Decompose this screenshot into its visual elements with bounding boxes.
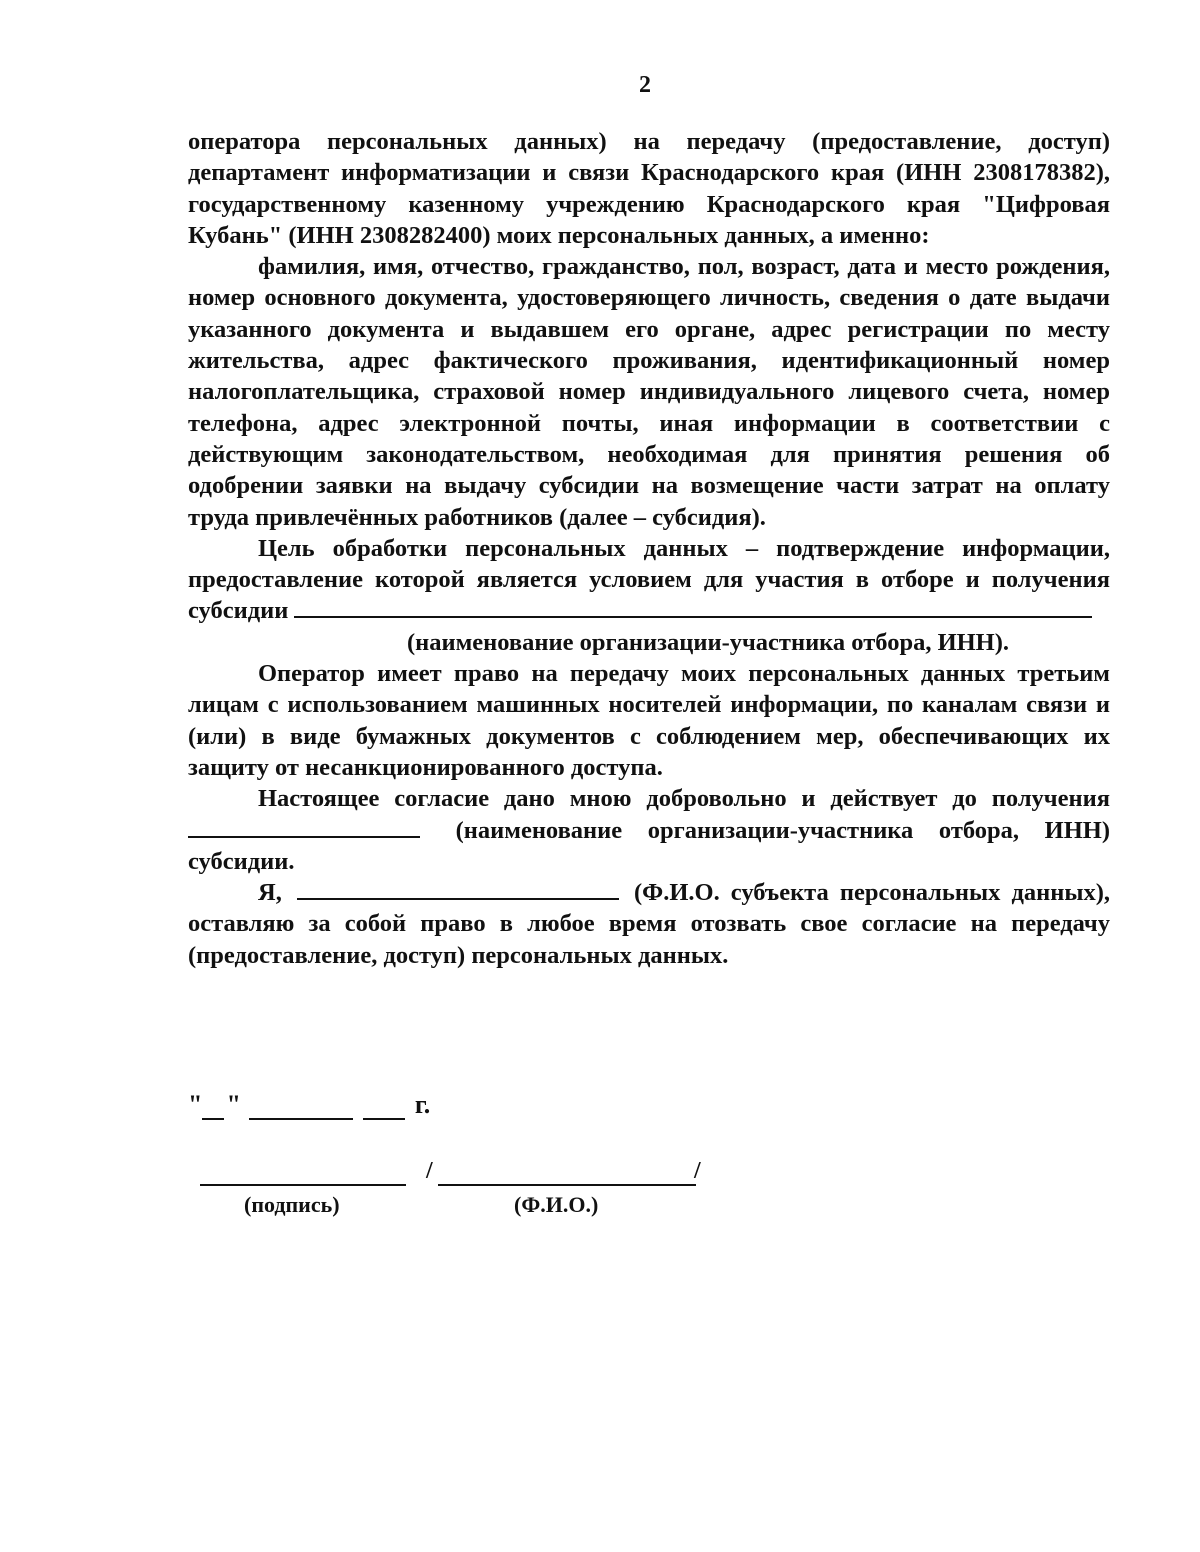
purpose-text: Цель обработки персональных данных – подтверждение информации, предоставление которой является условием для участия в отборе и получения субсидии	[188, 534, 1110, 625]
page-number: 2	[639, 72, 651, 98]
date-row	[188, 1090, 430, 1120]
validity-caption: (наименование организации-участника отбора, ИНН)	[455, 816, 1110, 844]
signature-row	[200, 1158, 720, 1188]
day-blank[interactable]	[202, 1092, 224, 1120]
month-blank[interactable]	[249, 1092, 353, 1120]
consent-body	[188, 126, 1110, 971]
paragraph-operator-transfer: оператора персональных данных) на передачу (предоставление, доступ) департамент информатизации и связи Краснодарского края (ИНН 2308178382), государственному казенному учреждению Краснодарского края "Цифровая Кубань" (ИНН 2308282400) моих персональных данных, а именно:	[188, 128, 1110, 249]
slash-right: /	[694, 1158, 701, 1184]
subject-name-blank[interactable]	[297, 878, 619, 900]
i-prefix: Я,	[258, 879, 282, 907]
signature-caption: (подпись)	[244, 1192, 340, 1217]
organization-name-blank-2[interactable]	[188, 816, 420, 838]
slash-left: /	[426, 1158, 433, 1184]
quote-close: "	[226, 1090, 241, 1119]
year-blank[interactable]	[363, 1092, 405, 1120]
subject-caption: (Ф.И.О. субъекта персональных данных),	[634, 879, 1111, 907]
validity-end: субсидии.	[188, 847, 295, 875]
full-name-caption: (Ф.И.О.)	[514, 1192, 599, 1217]
organization-name-blank[interactable]	[294, 596, 1092, 618]
withdrawal-text: оставляю за собой право в любое время отозвать свое согласие на передачу (предоставление, доступ) персональных данных.	[188, 910, 1110, 969]
signature-blank[interactable]	[200, 1184, 406, 1186]
validity-text: Настоящее согласие дано мною добровольно и действует до получения	[258, 785, 1110, 813]
quote-open: "	[188, 1090, 203, 1119]
paragraph-operator-rights: Оператор имеет право на передачу моих персональных данных третьим лицам с использованием машинных носителей информации, по каналам связи и (или) в виде бумажных документов с соблюдением мер, обеспечивающих их защиту от несанкционированного доступа.	[188, 660, 1110, 781]
paragraph-withdrawal	[188, 877, 1110, 971]
paragraph-purpose	[188, 533, 1110, 627]
paragraph-personal-data-list: фамилия, имя, отчество, гражданство, пол, возраст, дата и место рождения, номер основного документа, удостоверяющего личность, сведения о дате выдачи указанного документа и выдавшем его органе, адрес регистрации по месту жительства, адрес фактического проживания, идентификационный номер налогоплательщика, страховой номер индивидуального лицевого счета, номер телефона, адрес электронной почты, иная информации в соответствии с действующим законодательством, необходимая для принятия решения об одобрении заявки на выдачу субсидии на возмещение части затрат на оплату труда привлечённых работников (далее – субсидия).	[188, 253, 1110, 531]
organization-caption: (наименование организации-участника отбора, ИНН).	[406, 628, 1010, 656]
year-suffix: г.	[414, 1090, 431, 1119]
paragraph-consent-validity	[188, 783, 1110, 877]
full-name-blank[interactable]	[438, 1184, 696, 1186]
